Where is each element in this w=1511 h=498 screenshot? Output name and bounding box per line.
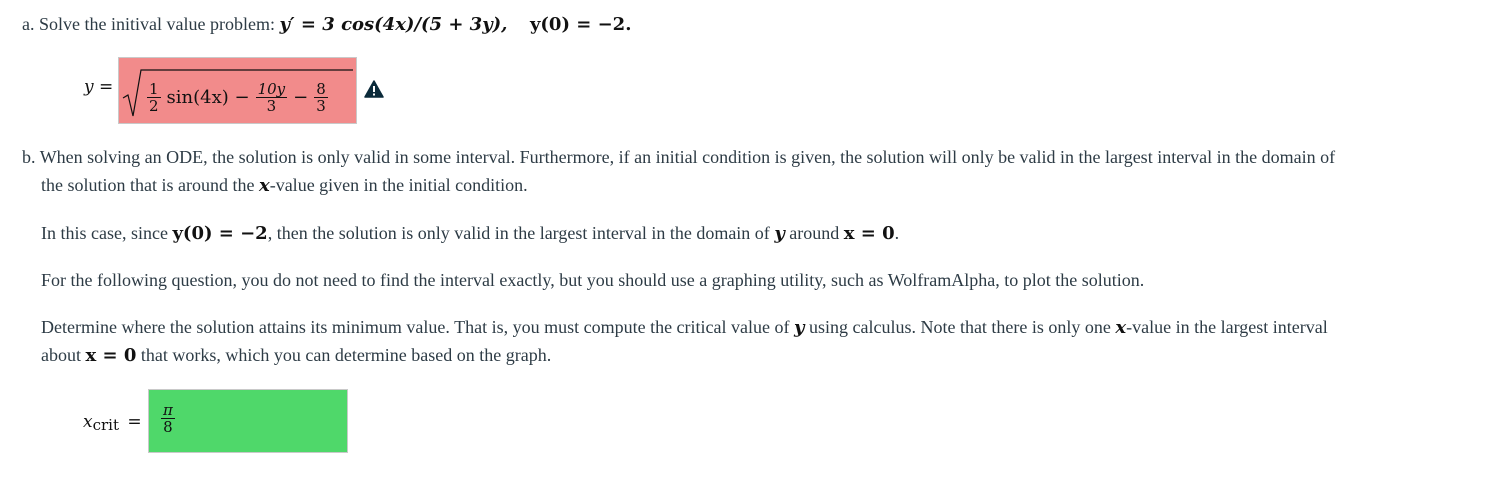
para4-text-mid: using calculus. Note that there is only one bbox=[804, 317, 1116, 337]
frac1-denominator: 2 bbox=[149, 96, 159, 115]
minus-sign: − bbox=[293, 86, 309, 108]
frac3-denominator: 3 bbox=[316, 96, 326, 115]
xcrit-denominator: 8 bbox=[163, 418, 173, 436]
xcrit-x: x bbox=[83, 412, 93, 432]
part-b-line1 bbox=[22, 143, 1335, 171]
para4-text2-end: that works, which you can determine based on the graph. bbox=[136, 345, 552, 365]
part-b-para2 bbox=[41, 219, 899, 248]
initial-condition: y(0) = −2. bbox=[529, 14, 632, 35]
sqrt-radicand bbox=[145, 72, 330, 122]
part-b-para1-line1: When solving an ODE, the solution is only valid in some interval. Furthermore, if an initial condition is given, the solution will only be valid in the largest interval in the domain of bbox=[39, 147, 1336, 167]
fraction-eight-thirds bbox=[314, 81, 328, 114]
frac2-numerator: 10y bbox=[257, 79, 286, 98]
para2-text: In this case, since bbox=[41, 223, 173, 243]
para4-text2: about bbox=[41, 345, 86, 365]
para4-text-end: -value in the largest interval bbox=[1126, 317, 1328, 337]
var-y: y bbox=[774, 223, 785, 244]
part-b-line2 bbox=[41, 171, 528, 200]
para2-condition: y(0) = −2 bbox=[172, 223, 268, 244]
fraction-pi-over-eight bbox=[161, 402, 175, 435]
frac2-denominator: 3 bbox=[266, 96, 277, 115]
sin-term: sin(4x) − bbox=[166, 86, 250, 108]
para4-text: Determine where the solution attains its minimum value. That is, you must compute the critical value of bbox=[41, 317, 794, 337]
ode-equation: y′ = 3 cos(4x)/(5 + 3y), bbox=[279, 14, 508, 35]
frac1-numerator: 1 bbox=[149, 79, 159, 98]
para2-text-mid: , then the solution is only valid in the largest interval in the domain of bbox=[267, 223, 775, 243]
answer-a-input[interactable] bbox=[118, 57, 357, 124]
part-a-marker: a. bbox=[22, 14, 35, 34]
para1-text: the solution that is around the bbox=[41, 175, 259, 195]
frac3-numerator: 8 bbox=[316, 79, 326, 98]
xcrit-numerator: π bbox=[163, 401, 173, 419]
para4-x-eq: x = 0 bbox=[85, 345, 137, 366]
para2-x-eq: x = 0 bbox=[843, 223, 895, 244]
part-b-para3: For the following question, you do not need to find the interval exactly, but you should use a graphing utility, such as WolframAlpha, to plot the solution. bbox=[41, 270, 1145, 290]
xcrit-equals: = bbox=[127, 412, 142, 432]
answer-a-label: y = bbox=[84, 77, 114, 97]
answer-b-label bbox=[83, 412, 142, 432]
fraction-ten-y-thirds bbox=[256, 81, 288, 114]
fraction-one-half bbox=[147, 81, 161, 114]
xcrit-subscript: crit bbox=[92, 416, 119, 434]
para2-end: . bbox=[894, 223, 900, 243]
part-a-prompt-text: Solve the initival value problem: bbox=[39, 14, 275, 34]
part-a-prompt bbox=[22, 10, 631, 39]
warning-triangle-icon bbox=[364, 80, 384, 98]
warning-icon[interactable] bbox=[364, 80, 384, 98]
part-b-para4-line1 bbox=[41, 313, 1328, 342]
xcrit-value bbox=[159, 402, 177, 435]
var-y: y bbox=[794, 317, 805, 338]
para1-text-end: -value given in the initial condition. bbox=[269, 175, 528, 195]
part-b-para4-line2 bbox=[41, 341, 551, 370]
para2-text-mid2: around bbox=[784, 223, 844, 243]
var-x: x bbox=[258, 175, 270, 196]
var-x: x bbox=[1115, 317, 1127, 338]
part-b-marker: b. bbox=[22, 147, 36, 167]
answer-b-input[interactable] bbox=[148, 389, 348, 453]
